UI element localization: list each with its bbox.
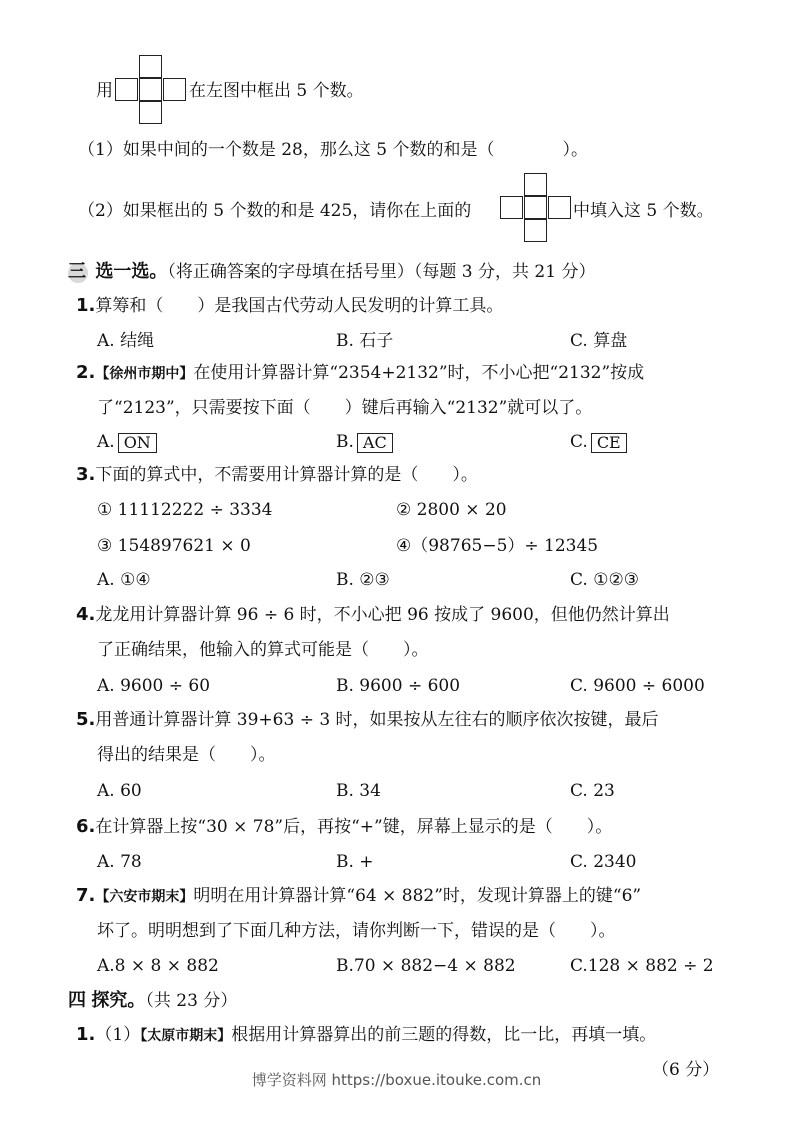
section4-heading xyxy=(68,989,237,1013)
section3-title: 选一选。 xyxy=(95,261,168,282)
q1-option-c: C. 算盘 xyxy=(570,331,628,351)
intro-q2-after: 中填入这 5 个数。 xyxy=(573,201,714,221)
section3-number: 三 xyxy=(68,260,86,282)
q2-option-b: B. AC xyxy=(336,430,393,454)
q7-source-tag: 【六安市期末】 xyxy=(95,889,194,905)
q4-option-c: C. 9600 ÷ 6000 xyxy=(570,676,705,696)
section4-question-1: 1.（1）【太原市期末】根据用计算器算出的前三题的得数，比一比，再填一填。 xyxy=(76,1024,657,1045)
intro-line xyxy=(96,79,113,103)
cross-shape-box xyxy=(115,55,186,125)
q6-option-b: B. + xyxy=(336,852,374,872)
q3-option-a: A. ①④ xyxy=(97,570,151,590)
q3-option-b: B. ②③ xyxy=(336,570,390,590)
q1-option-b: B. 石子 xyxy=(336,331,394,351)
question-2-line2: 了“2123”，只需要按下面（ ）键后再输入“2132”就可以了。 xyxy=(97,398,593,418)
question-4-line2: 了正确结果，他输入的算式可能是（ ）。 xyxy=(97,640,429,660)
section4-title: 探究。 xyxy=(91,990,146,1011)
question-5: 5.用普通计算器计算 39+63 ÷ 3 时，如果按从左往右的顺序依次按键，最后 xyxy=(76,709,659,730)
q7-option-a: A.8 × 8 × 882 xyxy=(97,956,219,976)
q6-option-a: A. 78 xyxy=(97,852,142,872)
s4-source-tag: 【太原市期末】 xyxy=(140,1028,232,1044)
q1-option-a: A. 结绳 xyxy=(97,331,155,351)
q5-option-b: B. 34 xyxy=(336,781,381,801)
q2-option-a: A. ON xyxy=(97,430,157,454)
ac-key: AC xyxy=(357,433,393,453)
q3-option-c: C. ①②③ xyxy=(570,570,639,590)
intro-q1: （1）如果中间的一个数是 28，那么这 5 个数的和是（ ）。 xyxy=(78,140,588,160)
question-5-line2: 得出的结果是（ ）。 xyxy=(97,745,276,765)
watermark-text: 博学资料网 https://boxue.itouke.com.cn xyxy=(251,1071,542,1089)
question-2: 2.【徐州市期中】在使用计算器计算“2354+2132”时，不小心把“2132”按成 xyxy=(76,362,645,383)
intro-q2-before: （2）如果框出的 5 个数的和是 425，请你在上面的 xyxy=(78,201,472,221)
q3-expr-3: ③ 154897621 × 0 xyxy=(97,536,251,556)
on-key: ON xyxy=(118,433,157,453)
question-7-line2: 坏了。明明想到了下面几种方法，请你判断一下，错误的是（ ）。 xyxy=(97,921,616,941)
section3-heading xyxy=(68,260,595,284)
section4-number: 四 xyxy=(68,990,86,1011)
section3-instruction: （将正确答案的字母填在括号里）（每题 3 分，共 21 分） xyxy=(167,262,596,282)
q5-option-a: A. 60 xyxy=(97,781,142,801)
q5-option-c: C. 23 xyxy=(570,781,615,801)
q7-option-b: B.70 × 882−4 × 882 xyxy=(336,956,516,976)
section4-q1-score: （6 分） xyxy=(652,1060,720,1080)
question-1: 1.算筹和（ ）是我国古代劳动人民发明的计算工具。 xyxy=(76,295,504,316)
question-3: 3.下面的算式中，不需要用计算器计算的是（ ）。 xyxy=(76,464,478,485)
q2-source-tag: 【徐州市期中】 xyxy=(95,366,194,382)
q2-option-c: C. CE xyxy=(570,430,627,454)
q3-expr-2: ② 2800 × 20 xyxy=(396,500,507,520)
q7-option-c: C.128 × 882 ÷ 2 xyxy=(570,956,714,976)
q3-expr-4: ④（98765−5）÷ 12345 xyxy=(396,536,599,556)
section4-instruction: （共 23 分） xyxy=(145,991,238,1011)
q6-option-c: C. 2340 xyxy=(570,852,637,872)
q3-expr-1: ① 11112222 ÷ 3334 xyxy=(97,500,273,520)
ce-key: CE xyxy=(591,433,627,453)
question-4: 4.龙龙用计算器计算 96 ÷ 6 时，不小心把 96 按成了 9600，但他仍然计算出 xyxy=(76,604,670,625)
intro-suffix: 在左图中框出 5 个数。 xyxy=(189,81,364,101)
q4-option-a: A. 9600 ÷ 60 xyxy=(97,676,211,696)
question-6: 6.在计算器上按“30 × 78”后，再按“+”键，屏幕上显示的是（ ）。 xyxy=(76,816,613,837)
intro-prefix: 用 xyxy=(96,81,113,101)
question-7: 7.【六安市期末】明明在用计算器计算“64 × 882”时，发现计算器上的键“6” xyxy=(76,885,642,906)
q4-option-b: B. 9600 ÷ 600 xyxy=(336,676,461,696)
cross-shape-box-answer xyxy=(500,173,571,243)
